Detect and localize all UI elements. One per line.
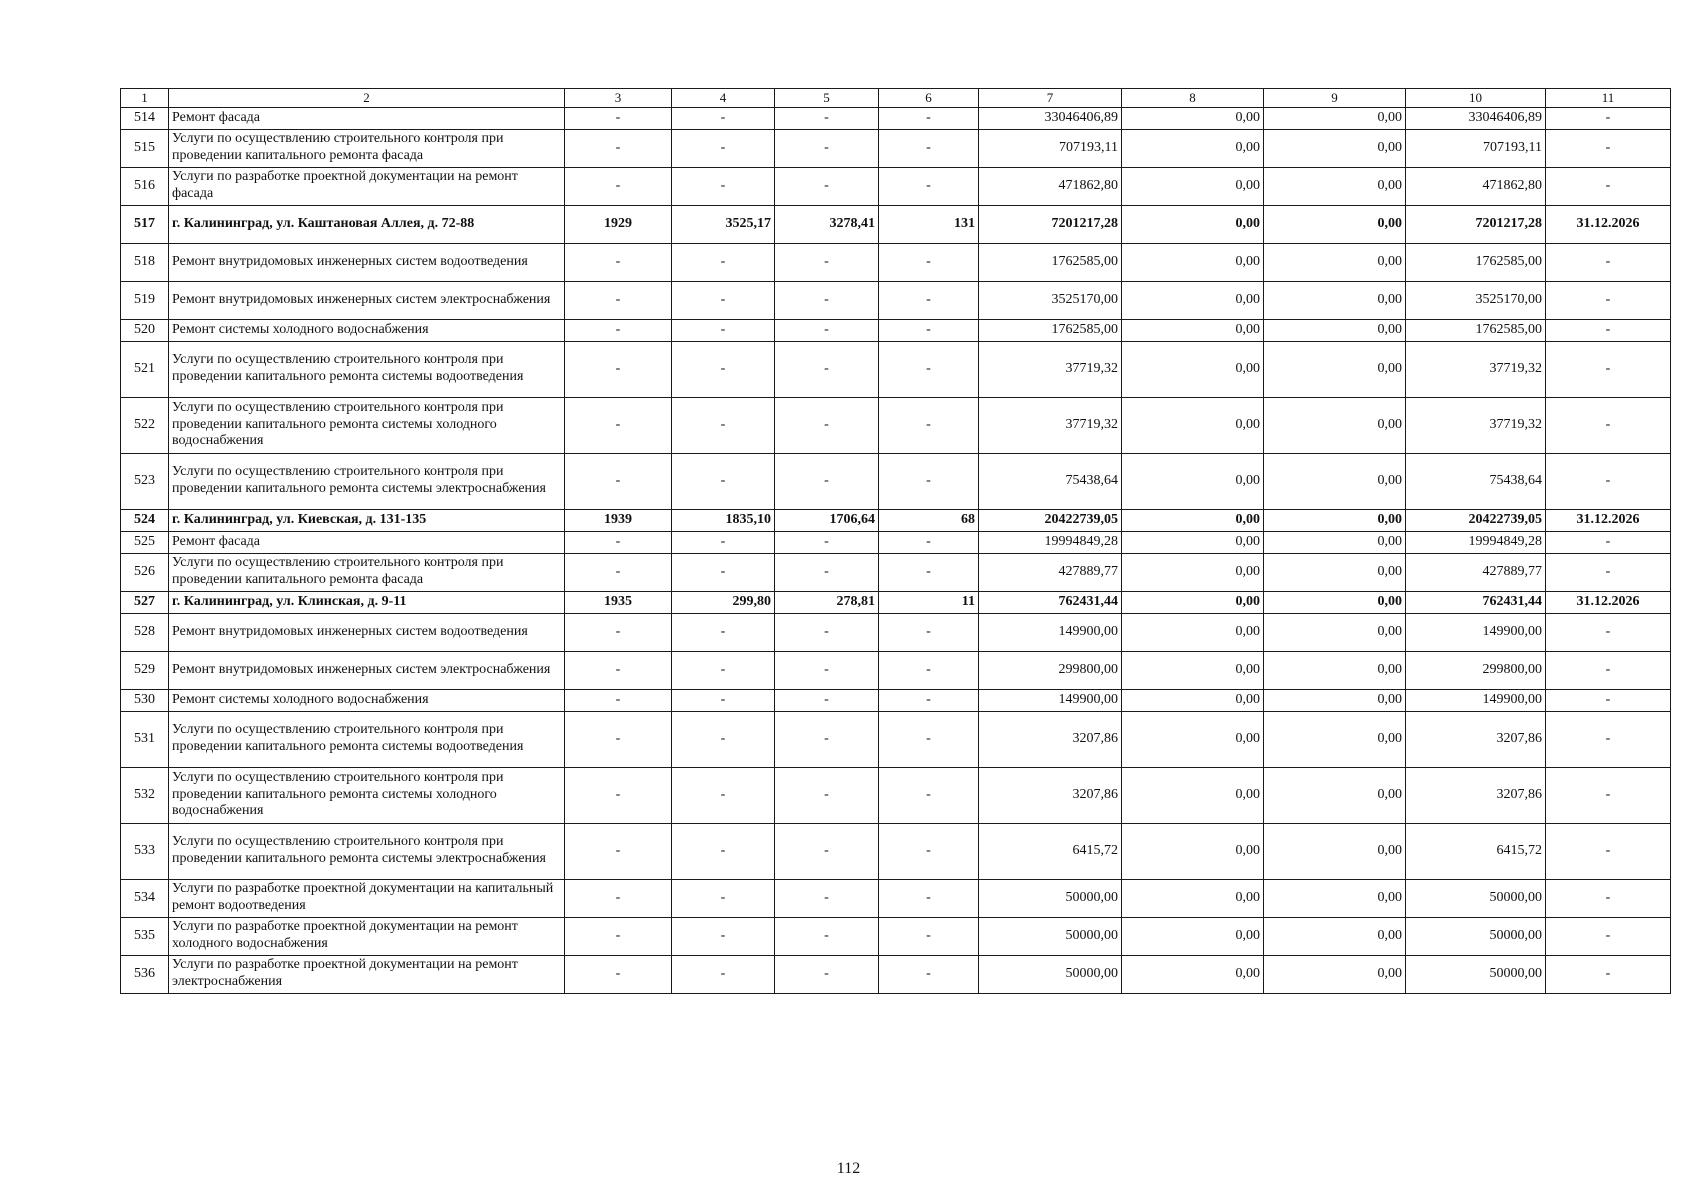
col10-cell: 37719,32	[1406, 341, 1546, 397]
row-name-cell: Услуги по осуществлению строительного контроля при проведении капитального ремонта фасада	[169, 553, 565, 591]
col11-cell: -	[1546, 955, 1671, 993]
table-row	[121, 689, 1671, 711]
col5-cell: -	[775, 129, 879, 167]
col11-cell: -	[1546, 613, 1671, 651]
col8-cell: 0,00	[1122, 129, 1264, 167]
col4-cell: -	[672, 613, 775, 651]
col10-cell: 6415,72	[1406, 823, 1546, 879]
col9-cell: 0,00	[1264, 955, 1406, 993]
table-row-address	[121, 509, 1671, 531]
col11-cell: -	[1546, 341, 1671, 397]
col5-cell: -	[775, 767, 879, 823]
table-row	[121, 341, 1671, 397]
col6-cell: -	[879, 453, 979, 509]
col10-cell: 3207,86	[1406, 767, 1546, 823]
col7-cell: 50000,00	[979, 879, 1122, 917]
col3-cell: -	[565, 689, 672, 711]
col8-cell: 0,00	[1122, 205, 1264, 243]
page-number: 112	[836, 1160, 861, 1177]
col9-cell: 0,00	[1264, 613, 1406, 651]
col6-cell: -	[879, 129, 979, 167]
col5-cell: -	[775, 553, 879, 591]
row-number-cell: 530	[121, 689, 169, 711]
col10-cell: 50000,00	[1406, 917, 1546, 955]
col9-cell: 0,00	[1264, 205, 1406, 243]
col3-cell: 1929	[565, 205, 672, 243]
col9-cell: 0,00	[1264, 823, 1406, 879]
col-header-6: 6	[879, 89, 979, 108]
col6-cell: -	[879, 651, 979, 689]
col3-cell: 1939	[565, 509, 672, 531]
table-row	[121, 917, 1671, 955]
col6-cell: -	[879, 917, 979, 955]
col11-cell: 31.12.2026	[1546, 205, 1671, 243]
row-name-cell: Ремонт системы холодного водоснабжения	[169, 689, 565, 711]
col3-cell: -	[565, 955, 672, 993]
col4-cell: -	[672, 767, 775, 823]
col-header-2: 2	[169, 89, 565, 108]
col7-cell: 50000,00	[979, 917, 1122, 955]
col5-cell: -	[775, 651, 879, 689]
row-number-cell: 531	[121, 711, 169, 767]
col3-cell: -	[565, 651, 672, 689]
col5-cell: -	[775, 689, 879, 711]
row-number-cell: 517	[121, 205, 169, 243]
col9-cell: 0,00	[1264, 767, 1406, 823]
col5-cell: -	[775, 955, 879, 993]
col5-cell: 3278,41	[775, 205, 879, 243]
row-number-cell: 518	[121, 243, 169, 281]
col5-cell: -	[775, 341, 879, 397]
row-number-cell: 527	[121, 591, 169, 613]
row-number-cell: 522	[121, 397, 169, 453]
col10-cell: 7201217,28	[1406, 205, 1546, 243]
col7-cell: 7201217,28	[979, 205, 1122, 243]
col7-cell: 299800,00	[979, 651, 1122, 689]
col4-cell: -	[672, 319, 775, 341]
col-header-8: 8	[1122, 89, 1264, 108]
col9-cell: 0,00	[1264, 129, 1406, 167]
col11-cell: -	[1546, 651, 1671, 689]
col10-cell: 3525170,00	[1406, 281, 1546, 319]
col7-cell: 1762585,00	[979, 243, 1122, 281]
row-name-cell: Услуги по осуществлению строительного контроля при проведении капитального ремонта фасада	[169, 129, 565, 167]
col4-cell: 299,80	[672, 591, 775, 613]
col7-cell: 762431,44	[979, 591, 1122, 613]
col7-cell: 471862,80	[979, 167, 1122, 205]
col8-cell: 0,00	[1122, 531, 1264, 553]
col8-cell: 0,00	[1122, 509, 1264, 531]
table-row	[121, 319, 1671, 341]
col11-cell: -	[1546, 917, 1671, 955]
table-row	[121, 167, 1671, 205]
col6-cell: -	[879, 243, 979, 281]
col9-cell: 0,00	[1264, 531, 1406, 553]
col11-cell: -	[1546, 397, 1671, 453]
row-name-cell: Услуги по разработке проектной документации на ремонт электроснабжения	[169, 955, 565, 993]
col11-cell: -	[1546, 319, 1671, 341]
col8-cell: 0,00	[1122, 689, 1264, 711]
col3-cell: -	[565, 453, 672, 509]
col11-cell: -	[1546, 243, 1671, 281]
row-name-cell: Ремонт фасада	[169, 107, 565, 129]
col6-cell: -	[879, 553, 979, 591]
col7-cell: 19994849,28	[979, 531, 1122, 553]
col-header-10: 10	[1406, 89, 1546, 108]
table-row	[121, 129, 1671, 167]
row-number-cell: 535	[121, 917, 169, 955]
col8-cell: 0,00	[1122, 651, 1264, 689]
row-number-cell: 528	[121, 613, 169, 651]
col10-cell: 20422739,05	[1406, 509, 1546, 531]
col4-cell: -	[672, 129, 775, 167]
col8-cell: 0,00	[1122, 879, 1264, 917]
repair-program-table	[120, 88, 1671, 994]
col7-cell: 75438,64	[979, 453, 1122, 509]
col4-cell: -	[672, 553, 775, 591]
col8-cell: 0,00	[1122, 243, 1264, 281]
row-number-cell: 533	[121, 823, 169, 879]
col9-cell: 0,00	[1264, 553, 1406, 591]
row-name-cell: Услуги по осуществлению строительного контроля при проведении капитального ремонта системы электроснабжения	[169, 453, 565, 509]
col4-cell: -	[672, 341, 775, 397]
col10-cell: 75438,64	[1406, 453, 1546, 509]
col5-cell: -	[775, 281, 879, 319]
col7-cell: 3207,86	[979, 711, 1122, 767]
col9-cell: 0,00	[1264, 879, 1406, 917]
col9-cell: 0,00	[1264, 167, 1406, 205]
col4-cell: -	[672, 711, 775, 767]
row-number-cell: 524	[121, 509, 169, 531]
col7-cell: 37719,32	[979, 341, 1122, 397]
col4-cell: -	[672, 167, 775, 205]
col4-cell: -	[672, 107, 775, 129]
row-name-cell: Услуги по осуществлению строительного контроля при проведении капитального ремонта системы электроснабжения	[169, 823, 565, 879]
row-name-cell: г. Калининград, ул. Киевская, д. 131-135	[169, 509, 565, 531]
col-header-1: 1	[121, 89, 169, 108]
col6-cell: -	[879, 955, 979, 993]
row-number-cell: 529	[121, 651, 169, 689]
col9-cell: 0,00	[1264, 453, 1406, 509]
col9-cell: 0,00	[1264, 341, 1406, 397]
col11-cell: 31.12.2026	[1546, 591, 1671, 613]
col6-cell: -	[879, 689, 979, 711]
col6-cell: -	[879, 281, 979, 319]
col10-cell: 37719,32	[1406, 397, 1546, 453]
col6-cell: 131	[879, 205, 979, 243]
table-row	[121, 767, 1671, 823]
col7-cell: 149900,00	[979, 689, 1122, 711]
col9-cell: 0,00	[1264, 917, 1406, 955]
col9-cell: 0,00	[1264, 281, 1406, 319]
col11-cell: -	[1546, 531, 1671, 553]
col4-cell: -	[672, 651, 775, 689]
table-row	[121, 651, 1671, 689]
col11-cell: -	[1546, 689, 1671, 711]
col4-cell: -	[672, 453, 775, 509]
row-number-cell: 526	[121, 553, 169, 591]
col10-cell: 707193,11	[1406, 129, 1546, 167]
col5-cell: -	[775, 917, 879, 955]
row-name-cell: г. Калининград, ул. Каштановая Аллея, д. 72-88	[169, 205, 565, 243]
row-number-cell: 519	[121, 281, 169, 319]
col8-cell: 0,00	[1122, 553, 1264, 591]
col4-cell: -	[672, 955, 775, 993]
row-name-cell: Услуги по осуществлению строительного контроля при проведении капитального ремонта системы холодного водоснабжения	[169, 767, 565, 823]
col5-cell: -	[775, 531, 879, 553]
col-header-3: 3	[565, 89, 672, 108]
col4-cell: -	[672, 281, 775, 319]
row-name-cell: Услуги по разработке проектной документации на ремонт фасада	[169, 167, 565, 205]
col8-cell: 0,00	[1122, 613, 1264, 651]
col3-cell: -	[565, 243, 672, 281]
col4-cell: 1835,10	[672, 509, 775, 531]
table-row	[121, 243, 1671, 281]
col10-cell: 33046406,89	[1406, 107, 1546, 129]
col10-cell: 762431,44	[1406, 591, 1546, 613]
col3-cell: -	[565, 107, 672, 129]
row-number-cell: 525	[121, 531, 169, 553]
col6-cell: -	[879, 711, 979, 767]
col8-cell: 0,00	[1122, 397, 1264, 453]
col3-cell: -	[565, 531, 672, 553]
col11-cell: -	[1546, 281, 1671, 319]
col-header-9: 9	[1264, 89, 1406, 108]
col10-cell: 50000,00	[1406, 955, 1546, 993]
col6-cell: -	[879, 319, 979, 341]
col-header-7: 7	[979, 89, 1122, 108]
col8-cell: 0,00	[1122, 591, 1264, 613]
col3-cell: -	[565, 397, 672, 453]
col5-cell: -	[775, 397, 879, 453]
col6-cell: -	[879, 613, 979, 651]
row-name-cell: Ремонт фасада	[169, 531, 565, 553]
col9-cell: 0,00	[1264, 319, 1406, 341]
row-name-cell: Ремонт системы холодного водоснабжения	[169, 319, 565, 341]
table-row	[121, 955, 1671, 993]
row-number-cell: 534	[121, 879, 169, 917]
table-row	[121, 281, 1671, 319]
col7-cell: 50000,00	[979, 955, 1122, 993]
col6-cell: -	[879, 767, 979, 823]
column-number-row	[121, 89, 1671, 108]
table-row-address	[121, 205, 1671, 243]
row-number-cell: 514	[121, 107, 169, 129]
col10-cell: 1762585,00	[1406, 243, 1546, 281]
col8-cell: 0,00	[1122, 167, 1264, 205]
row-name-cell: Ремонт внутридомовых инженерных систем водоотведения	[169, 613, 565, 651]
col5-cell: 278,81	[775, 591, 879, 613]
col6-cell: -	[879, 341, 979, 397]
document-sheet	[120, 88, 1670, 994]
row-name-cell: Услуги по осуществлению строительного контроля при проведении капитального ремонта системы водоотведения	[169, 711, 565, 767]
col11-cell: -	[1546, 553, 1671, 591]
col9-cell: 0,00	[1264, 711, 1406, 767]
col7-cell: 33046406,89	[979, 107, 1122, 129]
col4-cell: -	[672, 917, 775, 955]
col3-cell: -	[565, 341, 672, 397]
col3-cell: -	[565, 917, 672, 955]
col9-cell: 0,00	[1264, 509, 1406, 531]
row-name-cell: г. Калининград, ул. Клинская, д. 9-11	[169, 591, 565, 613]
col7-cell: 3207,86	[979, 767, 1122, 823]
col10-cell: 299800,00	[1406, 651, 1546, 689]
col6-cell: -	[879, 531, 979, 553]
col5-cell: 1706,64	[775, 509, 879, 531]
col10-cell: 427889,77	[1406, 553, 1546, 591]
col8-cell: 0,00	[1122, 767, 1264, 823]
col8-cell: 0,00	[1122, 823, 1264, 879]
col5-cell: -	[775, 823, 879, 879]
col8-cell: 0,00	[1122, 281, 1264, 319]
col10-cell: 149900,00	[1406, 613, 1546, 651]
row-name-cell: Ремонт внутридомовых инженерных систем водоотведения	[169, 243, 565, 281]
col10-cell: 471862,80	[1406, 167, 1546, 205]
col8-cell: 0,00	[1122, 107, 1264, 129]
col8-cell: 0,00	[1122, 341, 1264, 397]
row-number-cell: 536	[121, 955, 169, 993]
col11-cell: -	[1546, 823, 1671, 879]
col-header-11: 11	[1546, 89, 1671, 108]
col5-cell: -	[775, 711, 879, 767]
col6-cell: -	[879, 107, 979, 129]
table-row	[121, 879, 1671, 917]
col11-cell: -	[1546, 167, 1671, 205]
row-name-cell: Ремонт внутридомовых инженерных систем электроснабжения	[169, 281, 565, 319]
table-row-address	[121, 591, 1671, 613]
col11-cell: -	[1546, 879, 1671, 917]
col4-cell: -	[672, 823, 775, 879]
col10-cell: 50000,00	[1406, 879, 1546, 917]
col8-cell: 0,00	[1122, 711, 1264, 767]
col7-cell: 6415,72	[979, 823, 1122, 879]
col3-cell: 1935	[565, 591, 672, 613]
row-number-cell: 515	[121, 129, 169, 167]
col11-cell: 31.12.2026	[1546, 509, 1671, 531]
col10-cell: 149900,00	[1406, 689, 1546, 711]
col5-cell: -	[775, 613, 879, 651]
col7-cell: 20422739,05	[979, 509, 1122, 531]
col3-cell: -	[565, 281, 672, 319]
col-header-4: 4	[672, 89, 775, 108]
col9-cell: 0,00	[1264, 651, 1406, 689]
col7-cell: 37719,32	[979, 397, 1122, 453]
col10-cell: 19994849,28	[1406, 531, 1546, 553]
col7-cell: 3525170,00	[979, 281, 1122, 319]
row-number-cell: 523	[121, 453, 169, 509]
col6-cell: -	[879, 879, 979, 917]
col4-cell: -	[672, 689, 775, 711]
row-name-cell: Услуги по разработке проектной документации на капитальный ремонт водоотведения	[169, 879, 565, 917]
col5-cell: -	[775, 243, 879, 281]
row-number-cell: 521	[121, 341, 169, 397]
col6-cell: 68	[879, 509, 979, 531]
col9-cell: 0,00	[1264, 397, 1406, 453]
col10-cell: 1762585,00	[1406, 319, 1546, 341]
col3-cell: -	[565, 167, 672, 205]
col5-cell: -	[775, 453, 879, 509]
col4-cell: -	[672, 879, 775, 917]
col5-cell: -	[775, 167, 879, 205]
row-name-cell: Услуги по осуществлению строительного контроля при проведении капитального ремонта системы водоотведения	[169, 341, 565, 397]
col3-cell: -	[565, 613, 672, 651]
col11-cell: -	[1546, 453, 1671, 509]
col4-cell: -	[672, 243, 775, 281]
row-name-cell: Ремонт внутридомовых инженерных систем электроснабжения	[169, 651, 565, 689]
col11-cell: -	[1546, 767, 1671, 823]
col11-cell: -	[1546, 129, 1671, 167]
table-row	[121, 823, 1671, 879]
col5-cell: -	[775, 319, 879, 341]
col3-cell: -	[565, 319, 672, 341]
col3-cell: -	[565, 823, 672, 879]
col7-cell: 707193,11	[979, 129, 1122, 167]
table-row	[121, 711, 1671, 767]
table-row	[121, 531, 1671, 553]
col10-cell: 3207,86	[1406, 711, 1546, 767]
col6-cell: -	[879, 167, 979, 205]
col9-cell: 0,00	[1264, 107, 1406, 129]
col11-cell: -	[1546, 711, 1671, 767]
col7-cell: 149900,00	[979, 613, 1122, 651]
col9-cell: 0,00	[1264, 689, 1406, 711]
col4-cell: -	[672, 531, 775, 553]
table-row	[121, 613, 1671, 651]
col8-cell: 0,00	[1122, 453, 1264, 509]
col11-cell: -	[1546, 107, 1671, 129]
table-row	[121, 553, 1671, 591]
col-header-5: 5	[775, 89, 879, 108]
table-row	[121, 453, 1671, 509]
col9-cell: 0,00	[1264, 591, 1406, 613]
col3-cell: -	[565, 553, 672, 591]
col6-cell: 11	[879, 591, 979, 613]
row-number-cell: 520	[121, 319, 169, 341]
col9-cell: 0,00	[1264, 243, 1406, 281]
col8-cell: 0,00	[1122, 955, 1264, 993]
col3-cell: -	[565, 129, 672, 167]
col6-cell: -	[879, 823, 979, 879]
col7-cell: 1762585,00	[979, 319, 1122, 341]
row-name-cell: Услуги по осуществлению строительного контроля при проведении капитального ремонта системы холодного водоснабжения	[169, 397, 565, 453]
col7-cell: 427889,77	[979, 553, 1122, 591]
row-number-cell: 516	[121, 167, 169, 205]
col8-cell: 0,00	[1122, 319, 1264, 341]
col4-cell: -	[672, 397, 775, 453]
col8-cell: 0,00	[1122, 917, 1264, 955]
col5-cell: -	[775, 107, 879, 129]
col6-cell: -	[879, 397, 979, 453]
col3-cell: -	[565, 767, 672, 823]
row-number-cell: 532	[121, 767, 169, 823]
table-row	[121, 107, 1671, 129]
col4-cell: 3525,17	[672, 205, 775, 243]
col3-cell: -	[565, 711, 672, 767]
col5-cell: -	[775, 879, 879, 917]
table-row	[121, 397, 1671, 453]
col3-cell: -	[565, 879, 672, 917]
row-name-cell: Услуги по разработке проектной документации на ремонт холодного водоснабжения	[169, 917, 565, 955]
table-body	[121, 107, 1671, 993]
